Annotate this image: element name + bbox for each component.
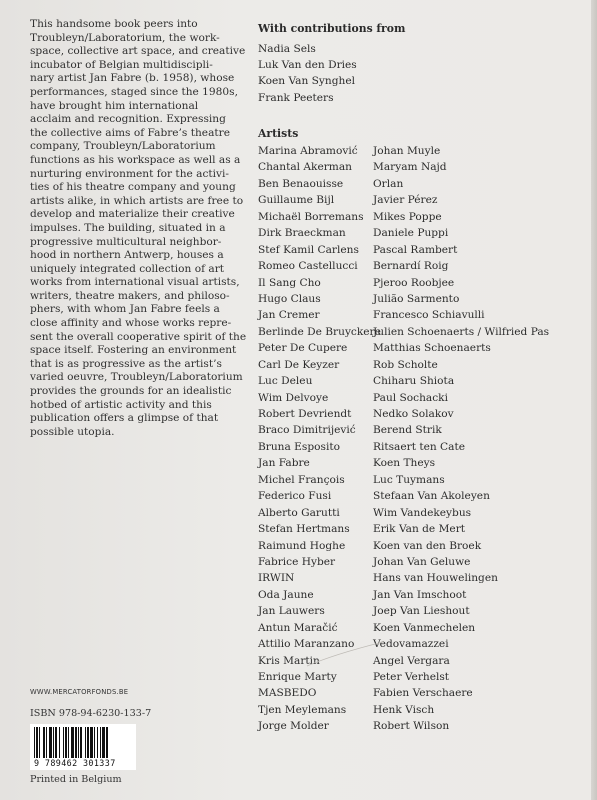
name-entry: Raimund Hoghe [258,539,346,552]
name-entry: Koen Van Synghel [258,75,355,88]
name-entry: Stefan Hertmans [258,523,350,536]
barcode-digits: 9 789462 301337 [34,758,116,768]
barcode-bar [46,727,47,758]
name-entry: Carl De Keyzer [258,358,340,371]
name-entry: Braco Dimitrijević [258,424,356,437]
name-entry: Erik Van de Mert [373,523,466,536]
barcode-bar [39,727,40,758]
name-entry: Rob Scholte [373,358,438,371]
description-line: varied oeuvre, Troubleyn/Laboratorium [30,371,243,384]
description-line: uniquely integrated collection of art [30,262,225,275]
description-line: phers, with whom Jan Fabre feels a [30,303,220,316]
name-entry: Ritsaert ten Cate [373,440,465,453]
description-line: close affinity and whose works repre- [30,317,232,330]
name-entry: Peter Verhelst [373,671,450,683]
name-entry: Peter De Cupere [258,342,348,355]
name-entry: IRWIN [258,572,295,585]
name-entry: Marina Abramović [258,145,358,157]
barcode-bar [100,727,101,758]
description-line: acclaim and recognition. Expressing [30,113,226,126]
name-entry: Maryam Najd [373,161,447,174]
description-line: have brought him international [30,99,199,112]
description-line: progressive multicultural neighbor- [30,235,222,248]
name-entry: Johan Van Geluwe [373,555,471,568]
barcode-bar [53,727,54,758]
artists-heading: Artists [258,127,299,140]
name-entry: Daniele Puppi [373,227,449,240]
name-entry: Stef Kamil Carlens [258,243,359,256]
name-entry: Francesco Schiavulli [373,309,485,322]
name-entry: Berlinde De Bruyckere [258,325,381,338]
name-entry: Nedko Solakov [373,408,454,420]
name-entry: Ben Benaouisse [258,177,344,190]
book-description [30,18,246,439]
name-entry: Fabrice Hyber [258,555,336,568]
isbn-number: ISBN 978-94-6230-133-7 [30,708,152,719]
name-entry: Jan Lauwers [258,605,325,618]
name-entry: Oda Jaune [258,588,314,601]
name-entry: Kris Martin [258,654,320,667]
description-line: space, collective art space, and creative [30,45,246,58]
description-line: works from international visual artists, [30,276,240,289]
name-entry: Jan Cremer [258,309,320,322]
name-entry: Vedovamazzei [373,638,449,651]
name-entry: Federico Fusi [258,490,332,503]
name-entry: Wim Vandekeybus [373,506,472,519]
description-line: nary artist Jan Fabre (b. 1958), whose [30,72,235,85]
contributors-list [258,41,357,106]
name-entry: Hugo Claus [258,292,321,305]
name-entry: Matthias Schoenaerts [373,342,491,355]
name-entry: Antun Maračić [258,621,338,634]
barcode-bar [80,727,82,758]
description-line: that is as progressive as the artist’s [30,357,222,370]
name-entry: Michel François [258,473,345,486]
barcode-bar [85,727,86,758]
name-entry: Robert Devriendt [258,408,352,420]
name-entry: Koen Theys [373,457,436,470]
name-entry: Michaël Borremans [258,210,364,223]
barcode-bar [90,727,93,758]
barcode-bar [63,727,64,758]
name-entry: MASBEDO [258,687,317,700]
name-entry: Julien Schoenaerts / Wilfried Pas [373,325,550,338]
name-entry: Fabien Verschaere [373,687,473,700]
name-entry: Hans van Houwelingen [373,572,498,585]
name-entry: Nadia Sels [258,43,316,55]
barcode-bar [68,727,69,758]
barcode-bar [78,727,79,758]
description-line: nurturing environment for the activi- [30,167,230,180]
description-line: performances, staged since the 1980s, [30,85,238,98]
name-entry: Chiharu Shiota [373,375,455,388]
cover-edge [591,0,597,800]
barcode-bar [87,727,89,758]
name-entry: Romeo Castellucci [258,260,358,273]
name-entry: Alberto Garutti [258,506,340,519]
barcode-bar [65,727,67,758]
name-entry: Mikes Poppe [373,210,442,223]
barcode-bar [102,727,105,758]
name-entry: Jan Van Imschoot [373,588,467,601]
description-line: incubator of Belgian multidiscipli- [30,58,213,71]
name-entry: Berend Strik [373,424,442,437]
description-line: hood in northern Antwerp, houses a [30,249,224,262]
description-line: Troubleyn/Laboratorium, the work- [30,31,220,44]
description-line: writers, theatre makers, and philoso- [30,289,230,302]
name-entry: Guillaume Bijl [258,194,335,207]
name-entry: Frank Peeters [258,91,334,104]
description-line: provides the grounds for an idealistic [30,385,232,398]
name-entry: Jorge Molder [258,720,329,733]
description-line: develop and materialize their creative [30,208,235,221]
name-entry: Johan Muyle [373,145,441,157]
contributions-heading: With contributions from [258,22,406,35]
name-entry: Robert Wilson [373,720,450,733]
name-entry: Pascal Rambert [373,243,458,256]
name-entry: Wim Delvoye [258,391,329,404]
name-entry: Luc Deleu [258,375,313,388]
description-line: ties of his theatre company and young [30,181,236,194]
name-entry: Luk Van den Dries [258,59,357,72]
name-entry: Angel Vergara [373,654,450,667]
description-line: possible utopia. [30,425,115,438]
barcode-bar [94,727,95,758]
description-line: This handsome book peers into [30,18,198,30]
name-entry: Chantal Akerman [258,161,352,174]
description-line: hotbed of artistic activity and this [30,398,212,411]
name-entry: Bernardí Roig [373,260,449,273]
name-entry: Joep Van Lieshout [373,605,470,618]
name-entry: Stefaan Van Akoleyen [373,490,490,503]
description-line: company, Troubleyn/Laboratorium [30,140,216,153]
description-line: space itself. Fostering an environment [30,344,237,357]
name-entry: Luc Tuymans [373,473,445,486]
name-entry: Tjen Meylemans [258,703,347,716]
publisher-website: WWW.MERCATORFONDS.BE [30,688,129,696]
name-entry: Javier Pérez [373,194,438,207]
artists-column-2 [373,143,549,735]
barcode-bar [59,727,60,758]
description-line: impulses. The building, situated in a [30,221,226,234]
description-line: the collective aims of Fabre’s theatre [30,126,230,139]
name-entry: Attilio Maranzano [258,638,355,651]
description-line: publication offers a glimpse of that [30,412,219,425]
barcode-bar [43,727,45,758]
name-entry: Orlan [373,177,404,190]
name-entry: Koen Vanmechelen [373,621,476,634]
barcode-bar [49,727,52,758]
name-entry: Dirk Braeckman [258,227,346,240]
printed-in-note: Printed in Belgium [30,774,122,785]
name-entry: Julião Sarmento [373,292,460,305]
name-entry: Pjeroo Roobjee [373,276,455,289]
name-entry: Enrique Marty [258,671,337,683]
barcode-bar [97,727,98,758]
name-entry: Paul Sochacki [373,391,448,404]
name-entry: Jan Fabre [258,457,310,470]
name-entry: Henk Visch [373,703,435,716]
description-line: artists alike, in which artists are free to [30,194,244,207]
name-entry: Bruna Esposito [258,440,340,453]
barcode-bar [55,727,57,758]
name-entry: Il Sang Cho [258,276,321,289]
description-line: functions as his workspace as well as a [30,153,241,166]
description-line: sent the overall cooperative spirit of the [30,330,247,343]
name-entry: Koen van den Broek [373,539,482,552]
cover-scratch-mark [305,640,385,670]
